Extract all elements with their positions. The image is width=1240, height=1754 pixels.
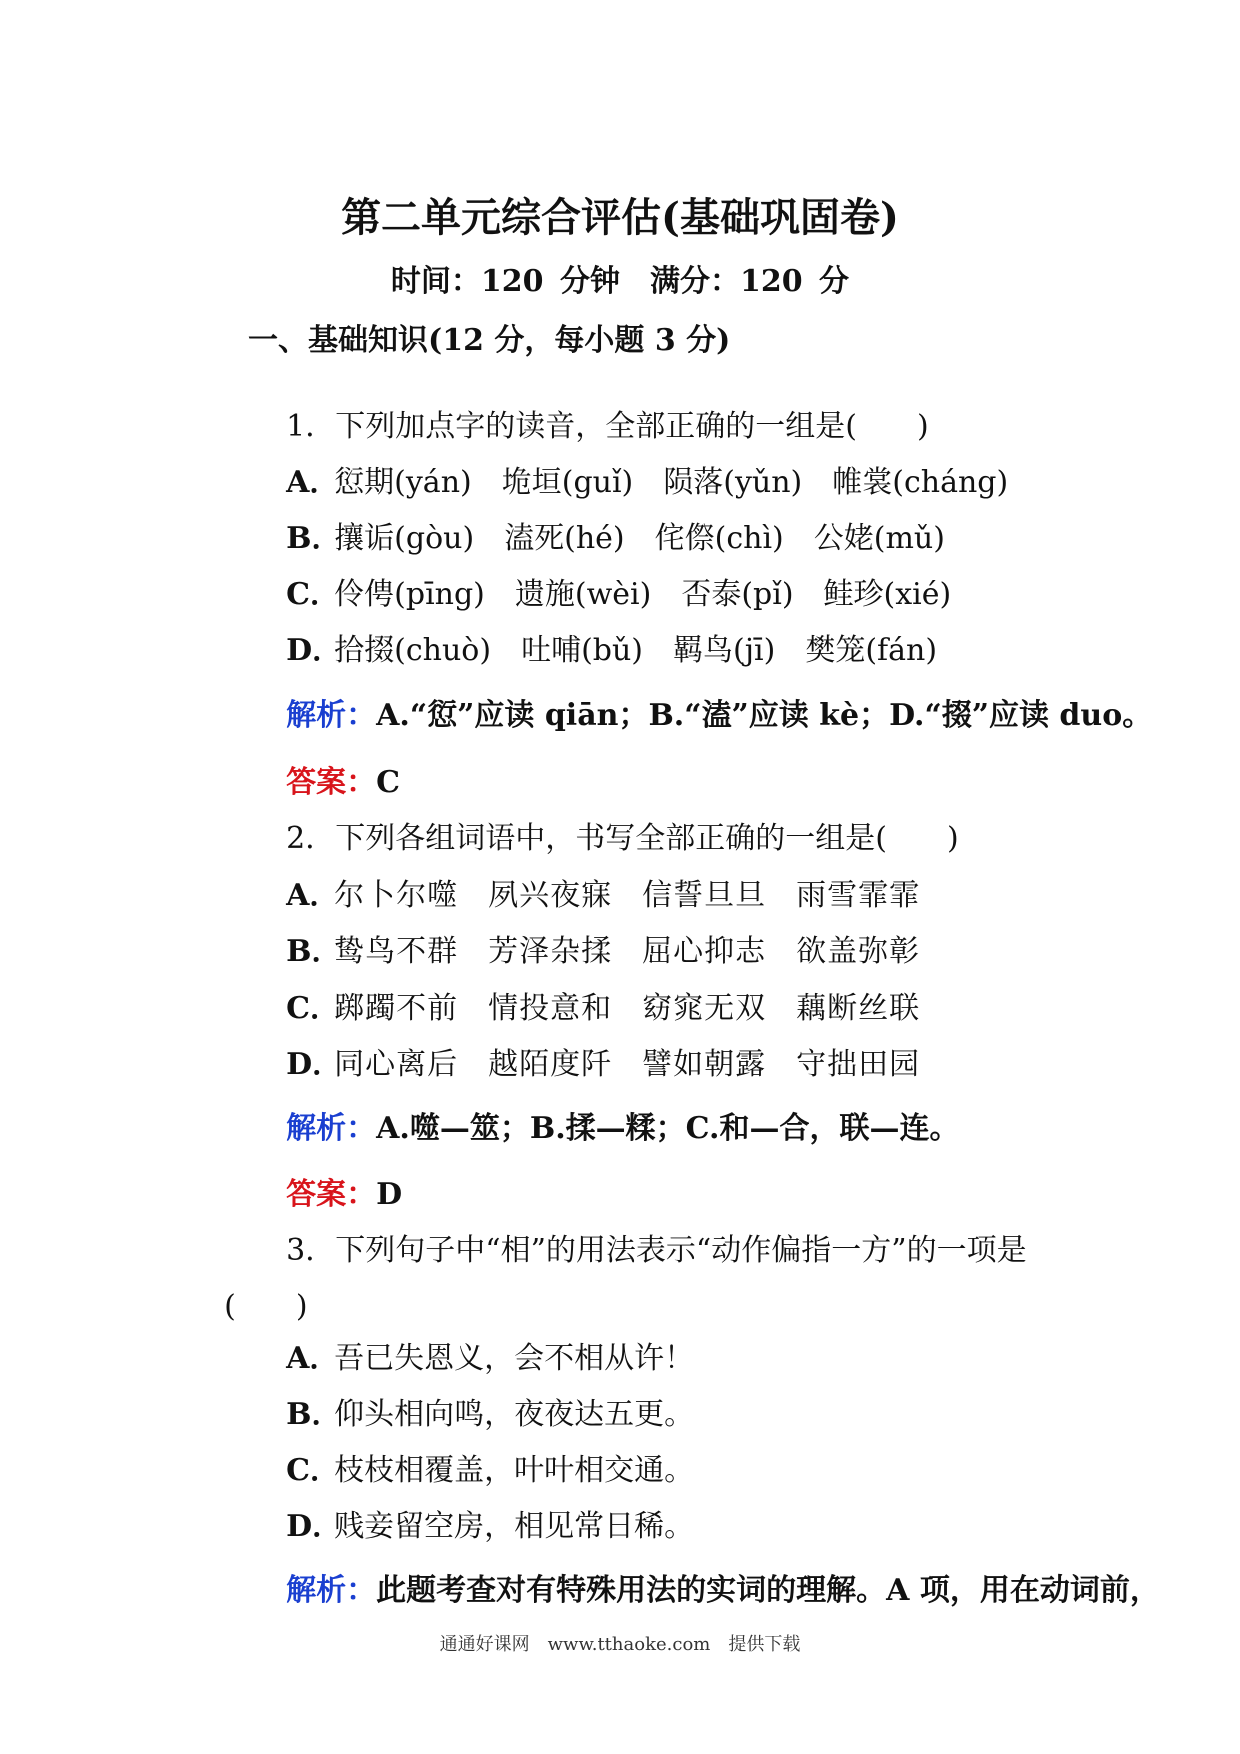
option-item: 踯躅不前: [334, 991, 459, 1026]
option-item: 垝垣(guǐ): [501, 465, 634, 500]
option-text: 仰头相向鸣，夜夜达五更。: [334, 1397, 695, 1432]
option-item: 拾掇(chuò): [334, 633, 492, 668]
option-item: 遗施(wèi): [514, 577, 652, 612]
option-letter: C．: [286, 1453, 341, 1488]
option-item: 雨雪霏霏: [796, 878, 921, 913]
option-item: 鸷鸟不群: [334, 934, 459, 969]
option-item: 藕断丝联: [796, 991, 921, 1026]
option-letter: D．: [286, 1047, 343, 1082]
option-letter: B．: [286, 934, 342, 969]
option-item: 公姥(mǔ): [813, 521, 945, 556]
option-item: 樊笼(fán): [805, 633, 938, 668]
question-stem-text: 1．下列加点字的读音，全部正确的一组是( ): [286, 409, 929, 444]
option-item: 芳泽杂揉: [488, 934, 613, 969]
option-item: 鲑珍(xié): [823, 577, 952, 612]
option-text: 枝枝相覆盖，叶叶相交通。: [334, 1453, 695, 1488]
analysis-label: 解析：: [286, 1573, 377, 1608]
question-stem-text: 3．下列句子中“相”的用法表示“动作偏指一方”的一项是: [286, 1233, 1027, 1268]
option-item: 否泰(pǐ): [681, 577, 794, 612]
analysis-label: 解析：: [286, 1111, 377, 1146]
option-text: 吾已失恩义，会不相从许！: [334, 1341, 695, 1376]
section-heading: 一、基础知识(12 分，每小题 3 分): [248, 323, 731, 358]
analysis-label: 解析：: [286, 698, 377, 733]
option-letter: C．: [286, 577, 341, 612]
option-item: 帷裳(cháng): [832, 465, 1009, 500]
option-item: 侘傺(chì): [654, 521, 784, 556]
option-item: 同心离后: [334, 1047, 459, 1082]
question-3-analysis: [248, 1546, 1160, 1636]
question-stem-text: 2．下列各组词语中，书写全部正确的一组是( ): [286, 821, 959, 856]
option-item: 屈心抑志: [642, 934, 767, 969]
option-item: 攘诟(gòu): [334, 521, 475, 556]
analysis-text: 此题考查对有特殊用法的实词的理解。A 项，用在动词前，: [376, 1573, 1160, 1608]
option-letter: B．: [286, 521, 342, 556]
option-item: 伶俜(pīng): [334, 577, 485, 612]
option-letter: A．: [286, 1341, 340, 1376]
option-item: 愆期(yán): [334, 465, 472, 500]
option-letter: D．: [286, 633, 343, 668]
option-item: 欲盖弥彰: [796, 934, 921, 969]
option-item: 溘死(hé): [504, 521, 625, 556]
option-text: 贱妾留空房，相见常日稀。: [334, 1509, 695, 1544]
answer-value: C: [376, 765, 401, 800]
option-item: 夙兴夜寐: [488, 878, 613, 913]
option-letter: A．: [286, 878, 340, 913]
option-letter: C．: [286, 991, 341, 1026]
option-letter: A．: [286, 465, 340, 500]
analysis-text: A.“愆”应读 qiān；B.“溘”应读 kè；D.“掇”应读 duo。: [376, 698, 1153, 733]
option-item: 越陌度阡: [488, 1047, 613, 1082]
option-item: 尔卜尔噬: [334, 878, 459, 913]
option-letter: D．: [286, 1509, 343, 1544]
exam-info: 时间：120 分钟 满分：120 分: [390, 264, 850, 299]
answer-value: D: [376, 1177, 403, 1212]
page-footer: 通通好课网 www.tthaoke.com 提供下载: [439, 1634, 801, 1655]
page-title: 第二单元综合评估(基础巩固卷): [341, 194, 899, 241]
analysis-text: A.噬—筮；B.揉—糅；C.和—合，联—连。: [376, 1111, 960, 1146]
option-item: 吐哺(bǔ): [521, 633, 644, 668]
option-item: 守拙田园: [796, 1047, 921, 1082]
option-item: 譬如朝露: [642, 1047, 767, 1082]
option-item: 信誓旦旦: [642, 878, 767, 913]
answer-label: 答案：: [286, 1177, 377, 1212]
option-letter: B．: [286, 1397, 342, 1432]
answer-label: 答案：: [286, 765, 377, 800]
question-3-stem: [248, 1206, 1027, 1296]
option-item: 窈窕无双: [642, 991, 767, 1026]
answer-blank: ( ): [224, 1289, 308, 1324]
option-item: 陨落(yǔn): [663, 465, 803, 500]
option-item: 情投意和: [488, 991, 613, 1026]
option-item: 羁鸟(jī): [673, 633, 776, 668]
